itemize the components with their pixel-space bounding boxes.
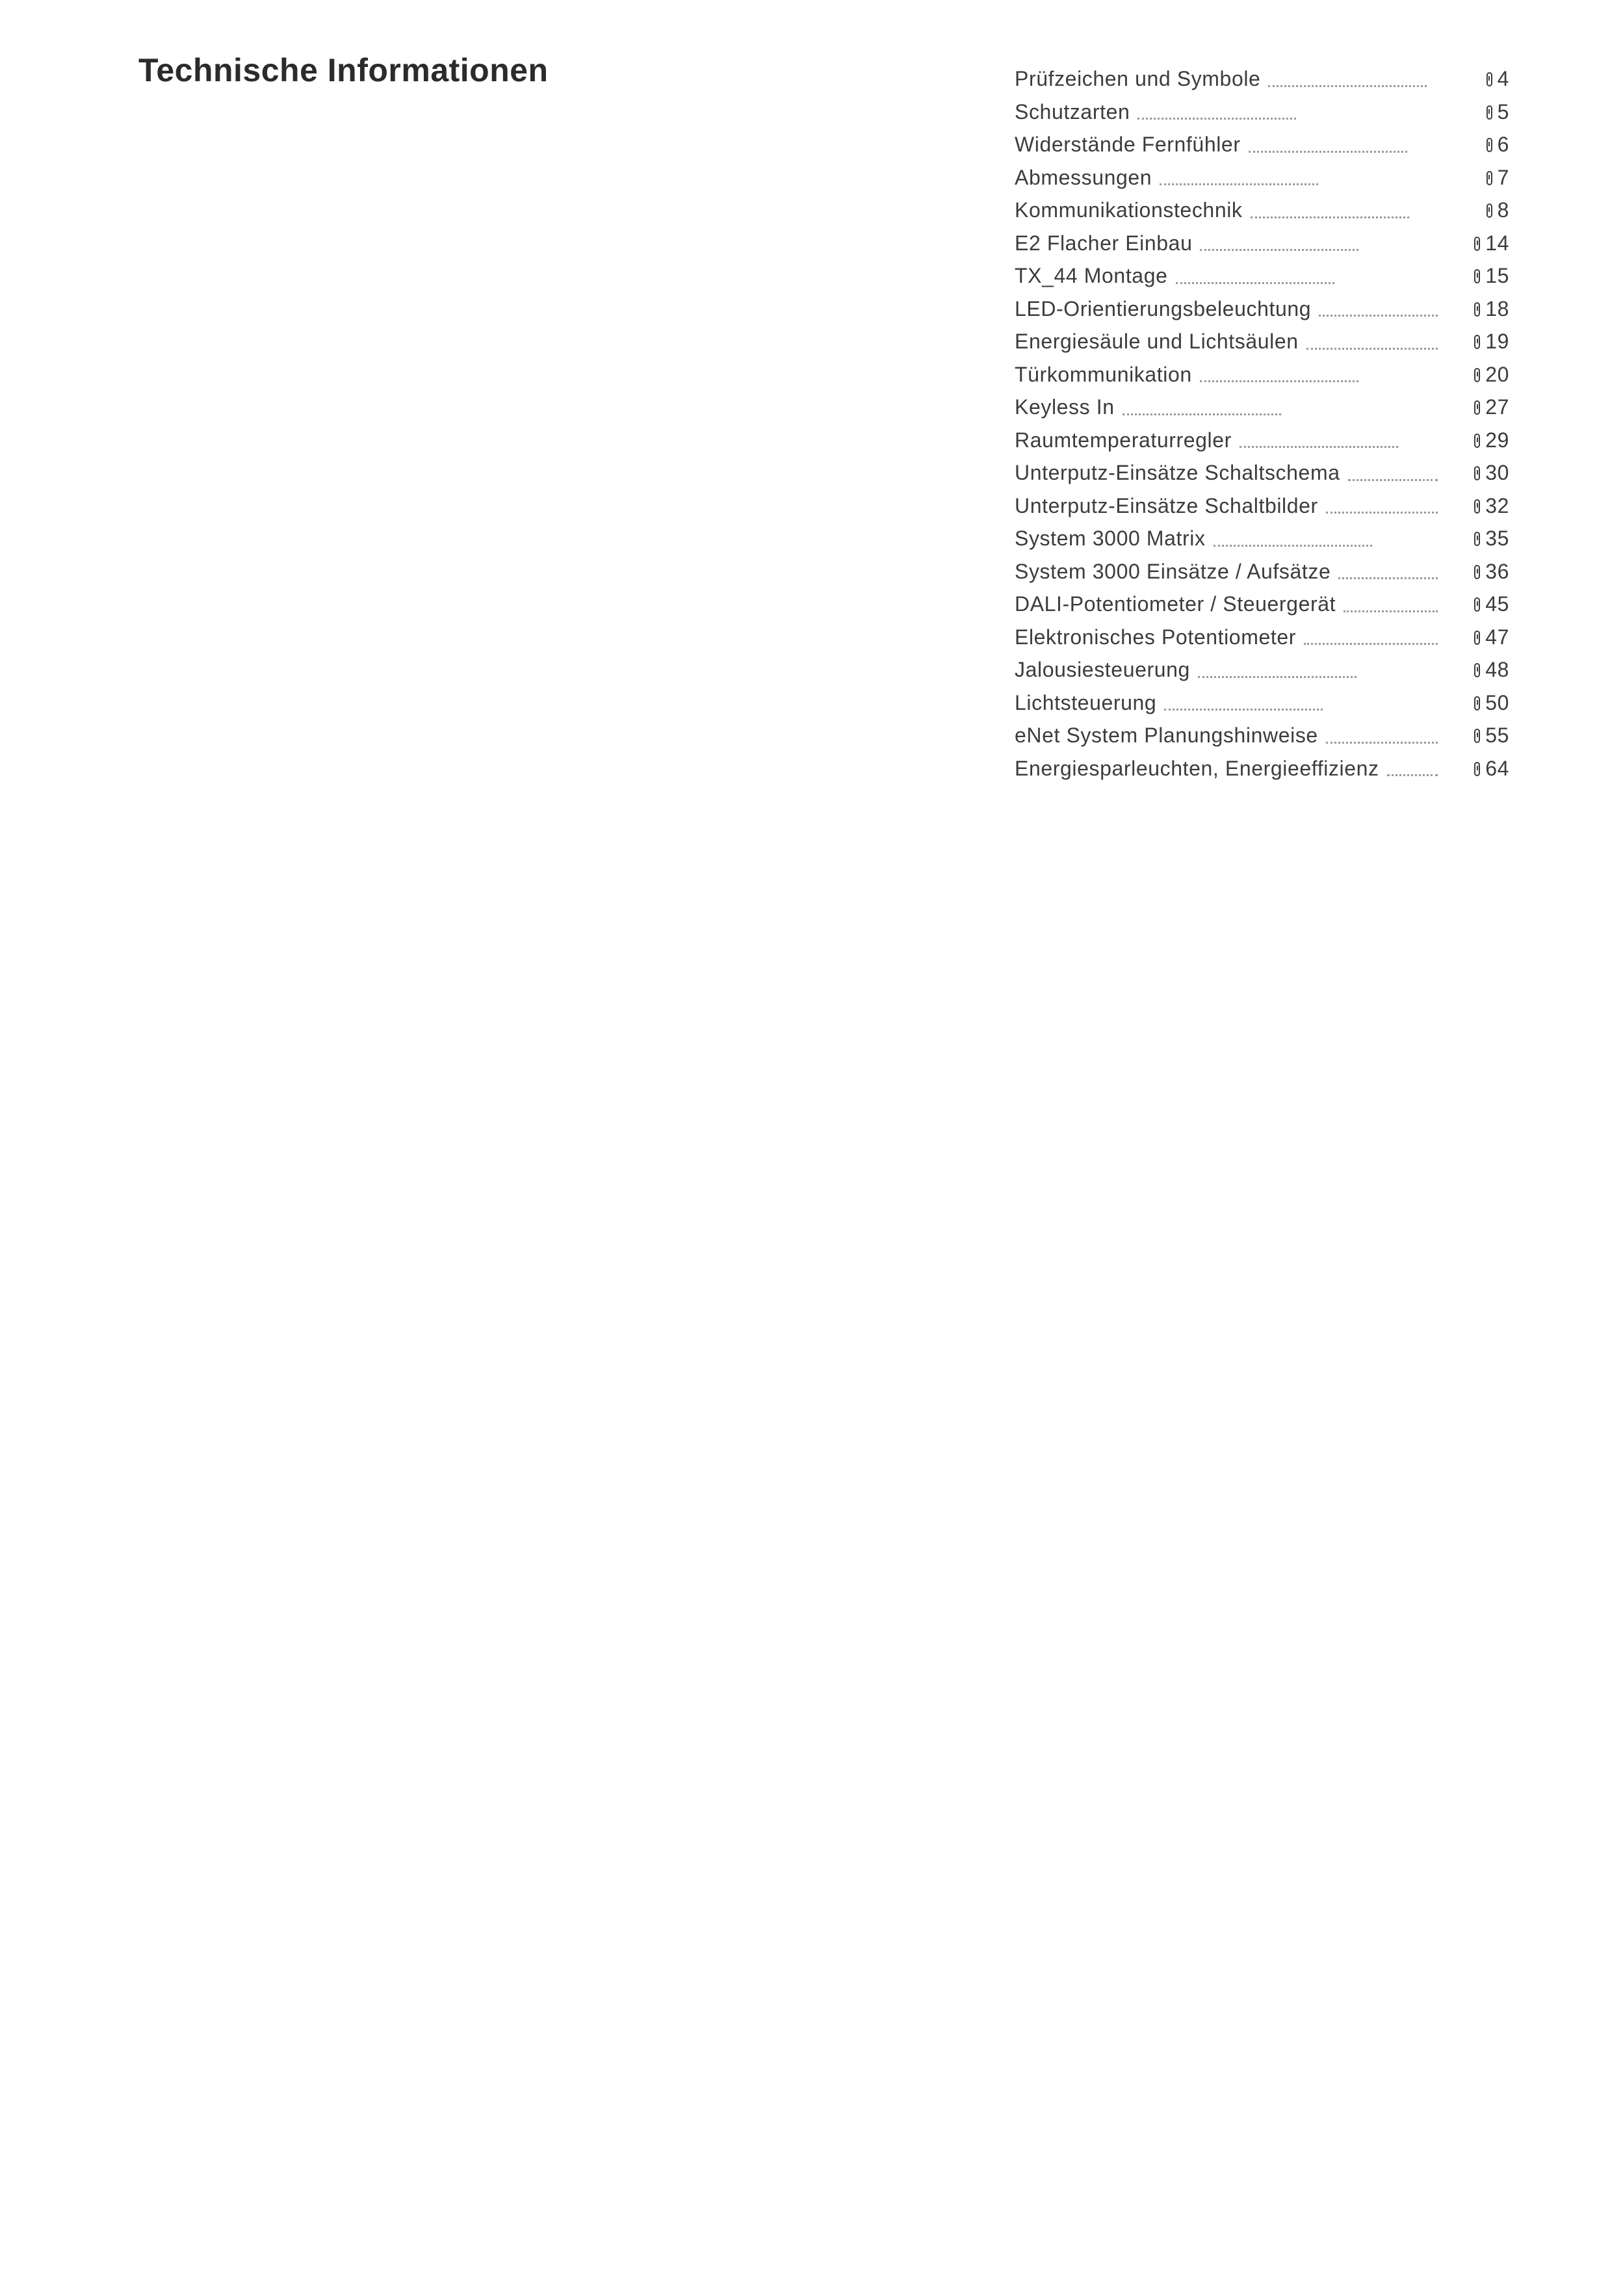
toc-page-reference[interactable] <box>1438 686 1509 720</box>
toc-entry-label: Abmessungen <box>1015 165 1152 189</box>
toc-page-number: 29 <box>1485 428 1509 452</box>
toc-page-reference[interactable] <box>1438 358 1509 391</box>
toc-page-number: 48 <box>1485 658 1509 681</box>
toc-page-number: 50 <box>1485 690 1509 714</box>
toc-page-reference[interactable] <box>1438 96 1509 129</box>
toc-page-number: 55 <box>1485 724 1509 747</box>
toc-page-number: 5 <box>1497 99 1509 124</box>
page-reference-icon <box>1474 368 1480 382</box>
toc-entry-label: Schutzarten <box>1015 99 1130 124</box>
toc-page-number: 64 <box>1485 756 1509 780</box>
toc-entry-label: Kommunikationstechnik <box>1015 198 1243 222</box>
toc-entry[interactable] <box>1015 621 1509 654</box>
toc-page-reference[interactable] <box>1438 588 1509 621</box>
toc-page-number: 7 <box>1497 165 1509 189</box>
page-reference-icon <box>1474 499 1480 514</box>
dotted-leader <box>1387 774 1438 776</box>
toc-page-reference[interactable] <box>1438 62 1509 96</box>
dotted-leader <box>1268 85 1427 87</box>
toc-entry-label: Unterputz-Einsätze Schaltbilder <box>1015 493 1318 517</box>
dotted-leader <box>1160 183 1318 185</box>
toc-page-number: 19 <box>1485 330 1509 353</box>
toc-entry[interactable] <box>1015 96 1509 129</box>
toc-entry[interactable] <box>1015 424 1509 457</box>
toc-entry[interactable] <box>1015 653 1509 686</box>
dotted-leader <box>1214 545 1372 547</box>
toc-entry[interactable] <box>1015 391 1509 424</box>
toc-page-number: 45 <box>1485 592 1509 616</box>
page-reference-icon <box>1474 269 1480 283</box>
toc-page-reference[interactable] <box>1438 522 1509 555</box>
page-reference-icon <box>1474 400 1480 415</box>
dotted-leader <box>1344 610 1438 612</box>
toc-entry-label: E2 Flacher Einbau <box>1015 231 1193 255</box>
toc-page-reference[interactable] <box>1438 391 1509 424</box>
page-reference-icon <box>1474 302 1480 317</box>
toc-page-number: 8 <box>1497 198 1509 222</box>
toc-page-reference[interactable] <box>1438 325 1509 358</box>
toc-page-reference[interactable] <box>1438 424 1509 457</box>
toc-entry[interactable] <box>1015 194 1509 227</box>
dotted-leader <box>1164 709 1323 711</box>
dotted-leader <box>1200 249 1358 251</box>
toc-entry[interactable] <box>1015 719 1509 752</box>
toc-entry-label: Widerstände Fernfühler <box>1015 133 1241 157</box>
toc-entry-label: Prüfzeichen und Symbole <box>1015 67 1261 91</box>
toc-entry[interactable] <box>1015 259 1509 293</box>
toc-entry-label: Lichtsteuerung <box>1015 690 1157 714</box>
toc-entry-label: Jalousiesteuerung <box>1015 658 1190 682</box>
toc-page-number: 20 <box>1485 362 1509 386</box>
toc-page-number: 35 <box>1485 527 1509 550</box>
dotted-leader <box>1326 742 1438 744</box>
toc-page-number: 15 <box>1485 264 1509 287</box>
toc-page-number: 32 <box>1485 493 1509 517</box>
toc-page-number: 18 <box>1485 296 1509 320</box>
page-reference-icon <box>1487 72 1492 86</box>
toc-entry[interactable] <box>1015 456 1509 489</box>
toc-entry[interactable] <box>1015 752 1509 785</box>
toc-page-reference[interactable] <box>1438 621 1509 654</box>
toc-page-reference[interactable] <box>1438 128 1509 161</box>
toc-entry[interactable] <box>1015 128 1509 161</box>
page-reference-icon <box>1474 631 1480 645</box>
toc-page-number: 27 <box>1485 395 1509 419</box>
page-reference-icon <box>1487 138 1492 152</box>
page-reference-icon <box>1474 729 1480 743</box>
dotted-leader <box>1240 446 1398 448</box>
toc-page-reference[interactable] <box>1438 489 1509 523</box>
toc-page-reference[interactable] <box>1438 719 1509 752</box>
toc-entry-label: Türkommunikation <box>1015 362 1192 386</box>
page-reference-icon <box>1474 565 1480 579</box>
toc-entry-label: DALI-Potentiometer / Steuergerät <box>1015 592 1336 616</box>
toc-page-number: 30 <box>1485 461 1509 484</box>
toc-page-number: 14 <box>1485 231 1509 255</box>
toc-entry-label: Raumtemperaturregler <box>1015 428 1232 452</box>
toc-entry[interactable] <box>1015 62 1509 96</box>
toc-entry[interactable] <box>1015 686 1509 720</box>
dotted-leader <box>1326 512 1438 514</box>
toc-entry[interactable] <box>1015 227 1509 260</box>
toc-entry-label: System 3000 Einsätze / Aufsätze <box>1015 559 1331 583</box>
toc-entry[interactable] <box>1015 588 1509 621</box>
page-reference-icon <box>1474 696 1480 711</box>
toc-entry-label: Unterputz-Einsätze Schaltschema <box>1015 461 1340 485</box>
toc-page-reference[interactable] <box>1438 555 1509 588</box>
toc-page-reference[interactable] <box>1438 293 1509 326</box>
page-reference-icon <box>1474 597 1480 612</box>
toc-entry[interactable] <box>1015 161 1509 194</box>
page-reference-icon <box>1487 203 1492 218</box>
dotted-leader <box>1198 676 1357 678</box>
toc-entry[interactable] <box>1015 555 1509 588</box>
dotted-leader <box>1306 348 1438 350</box>
toc-page-reference[interactable] <box>1438 259 1509 293</box>
toc-entry[interactable] <box>1015 522 1509 555</box>
dotted-leader <box>1249 151 1407 153</box>
page-reference-icon <box>1474 762 1480 776</box>
toc-entry[interactable] <box>1015 325 1509 358</box>
table-of-contents <box>1015 62 1509 785</box>
page-reference-icon <box>1474 466 1480 480</box>
toc-page-number: 36 <box>1485 559 1509 583</box>
toc-entry-label: Elektronisches Potentiometer <box>1015 625 1297 649</box>
toc-entry[interactable] <box>1015 489 1509 523</box>
dotted-leader <box>1123 413 1281 415</box>
dotted-leader <box>1251 216 1409 218</box>
toc-entry-label: LED-Orientierungsbeleuchtung <box>1015 296 1312 320</box>
toc-entry[interactable] <box>1015 293 1509 326</box>
dotted-leader <box>1304 643 1438 645</box>
page-reference-icon <box>1474 663 1480 677</box>
toc-entry-label: eNet System Planungshinweise <box>1015 724 1318 748</box>
toc-page-reference[interactable] <box>1438 194 1509 227</box>
toc-page-reference[interactable] <box>1438 227 1509 260</box>
dotted-leader <box>1176 282 1334 284</box>
dotted-leader <box>1319 315 1438 317</box>
page-reference-icon <box>1474 532 1480 546</box>
toc-page-reference[interactable] <box>1438 161 1509 194</box>
toc-entry-label: Keyless In <box>1015 395 1115 419</box>
page-reference-icon <box>1474 335 1480 349</box>
page-title: Technische Informationen <box>138 52 549 88</box>
toc-entry-label: TX_44 Montage <box>1015 264 1168 288</box>
dotted-leader <box>1200 380 1358 382</box>
toc-entry-label: Energiesäule und Lichtsäulen <box>1015 330 1299 354</box>
page-reference-icon <box>1487 171 1492 185</box>
toc-entry[interactable] <box>1015 358 1509 391</box>
dotted-leader <box>1338 577 1438 579</box>
dotted-leader <box>1348 479 1438 481</box>
toc-entry-label: Energiesparleuchten, Energieeffizienz <box>1015 756 1379 780</box>
toc-page-reference[interactable] <box>1438 752 1509 785</box>
toc-entry-label: System 3000 Matrix <box>1015 527 1206 551</box>
toc-page-reference[interactable] <box>1438 653 1509 686</box>
page-reference-icon <box>1474 434 1480 448</box>
page-reference-icon <box>1487 105 1492 120</box>
dotted-leader <box>1137 118 1296 120</box>
toc-page-reference[interactable] <box>1438 456 1509 489</box>
toc-page-number: 6 <box>1497 133 1509 156</box>
page-reference-icon <box>1474 237 1480 251</box>
toc-page-number: 4 <box>1497 67 1509 90</box>
toc-page-number: 47 <box>1485 625 1509 649</box>
